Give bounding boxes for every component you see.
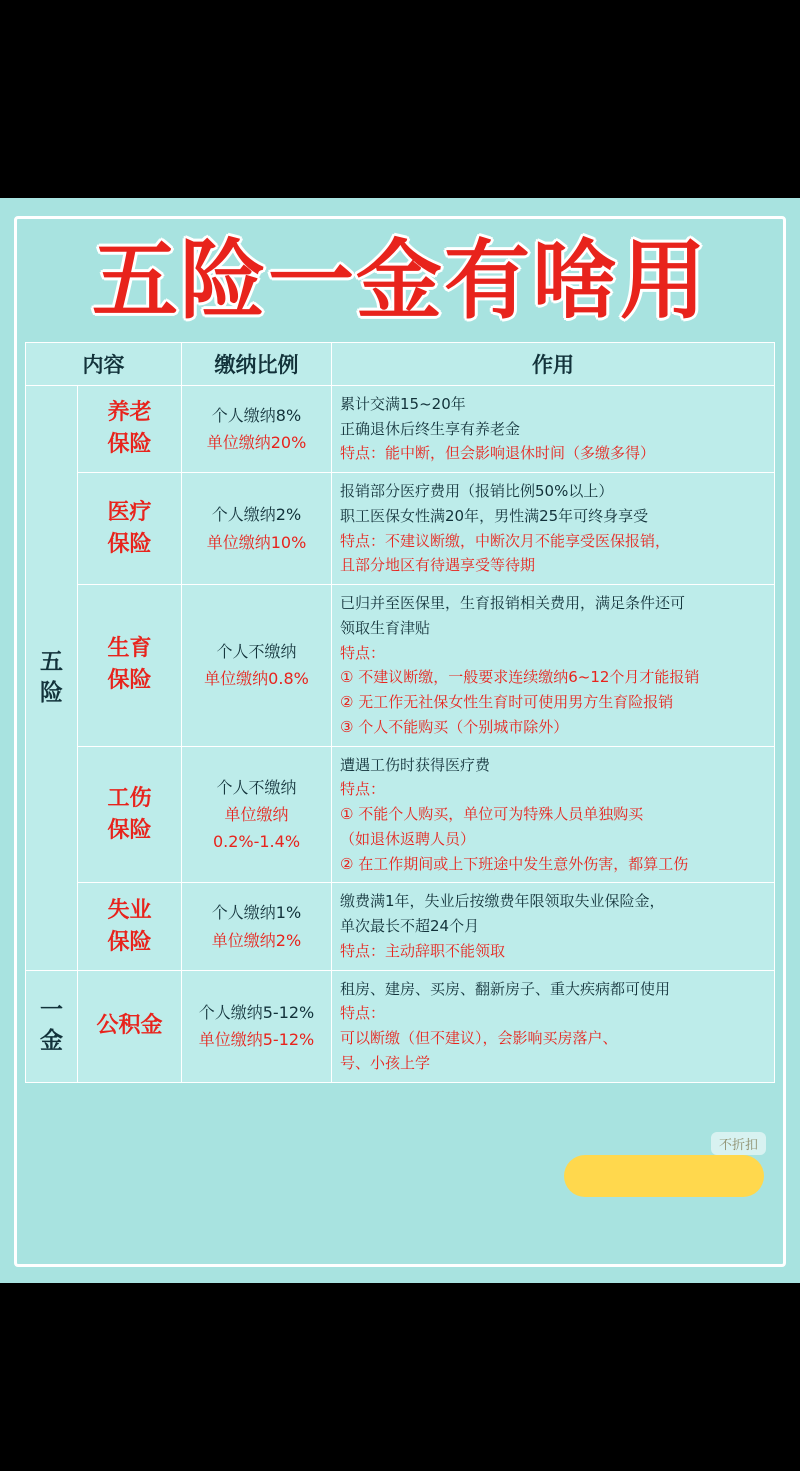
table-row: [26, 970, 775, 1082]
item-use-housing-fund: 租房、建房、买房、翻新房子、重大疾病都可使用 特点： 可以断缴（但不建议），会影响买房落户、 号、小孩上学: [332, 970, 775, 1082]
item-rate-medical: 个人缴纳2% 单位缴纳10%: [182, 473, 332, 585]
table-row: [26, 385, 775, 472]
benefits-table: [25, 342, 775, 1083]
sticker-highlight: [564, 1155, 764, 1197]
item-use-unemployment: 缴费满1年，失业后按缴费年限领取失业保险金， 单次最长不超24个月 特点：主动辞职不能领取: [332, 883, 775, 970]
item-rate-maternity: 个人不缴纳 单位缴纳0.8%: [182, 585, 332, 747]
table-header-row: [26, 342, 775, 385]
table-row: [26, 883, 775, 970]
item-name-maternity: 生育 保险: [78, 585, 182, 747]
column-header-use: 作用: [332, 342, 775, 385]
item-use-medical: 报销部分医疗费用（报销比例50%以上） 职工医保女性满20年，男性满25年可终身享受 特点：不建议断缴，中断次月不能享受医保报销， 且部分地区有待遇享受等待期: [332, 473, 775, 585]
poster-inner-frame: [14, 216, 786, 1267]
group-label-wuxian: [26, 385, 78, 970]
item-use-pension: 累计交满15~20年 正确退休后终生享有养老金 特点：能中断，但会影响退休时间（多缴多得）: [332, 385, 775, 472]
item-name-housing-fund: 公积金: [78, 970, 182, 1082]
table-row: [26, 585, 775, 747]
item-rate-pension: 个人缴纳8% 单位缴纳20%: [182, 385, 332, 472]
item-name-unemployment: 失业 保险: [78, 883, 182, 970]
page-title: 五险一金有啥用: [92, 231, 708, 331]
item-use-maternity: 已归并至医保里，生育报销相关费用，满足条件还可 领取生育津贴 特点： ① 不建议断缴，一般要求连续缴纳6~12个月才能报销 ② 无工作无社保女性生育时可使用男方生育险报销 ③ 个人不能购买（个别城市除外）: [332, 585, 775, 747]
table-row: [26, 746, 775, 883]
item-use-injury: 遭遇工伤时获得医疗费 特点： ① 不能个人购买，单位可为特殊人员单独购买 （如退休返聘人员） ② 在工作期间或上下班途中发生意外伤害，都算工伤: [332, 746, 775, 883]
column-header-content: 内容: [26, 342, 182, 385]
item-name-medical: 医疗 保险: [78, 473, 182, 585]
item-rate-unemployment: 个人缴纳1% 单位缴纳2%: [182, 883, 332, 970]
item-name-pension: 养老 保险: [78, 385, 182, 472]
item-rate-housing-fund: 个人缴纳5-12% 单位缴纳5-12%: [182, 970, 332, 1082]
group-label-yijin: [26, 970, 78, 1082]
group-char: 险: [40, 679, 63, 706]
table-row: [26, 473, 775, 585]
group-char: 一: [40, 997, 63, 1024]
item-rate-injury: 个人不缴纳 单位缴纳 0.2%-1.4%: [182, 746, 332, 883]
column-header-rate: 缴纳比例: [182, 342, 332, 385]
group-char: 五: [40, 648, 63, 675]
group-char: 金: [40, 1028, 63, 1055]
poster-card: [0, 198, 800, 1283]
item-name-injury: 工伤 保险: [78, 746, 182, 883]
watermark-label: 不折扣: [711, 1132, 766, 1155]
